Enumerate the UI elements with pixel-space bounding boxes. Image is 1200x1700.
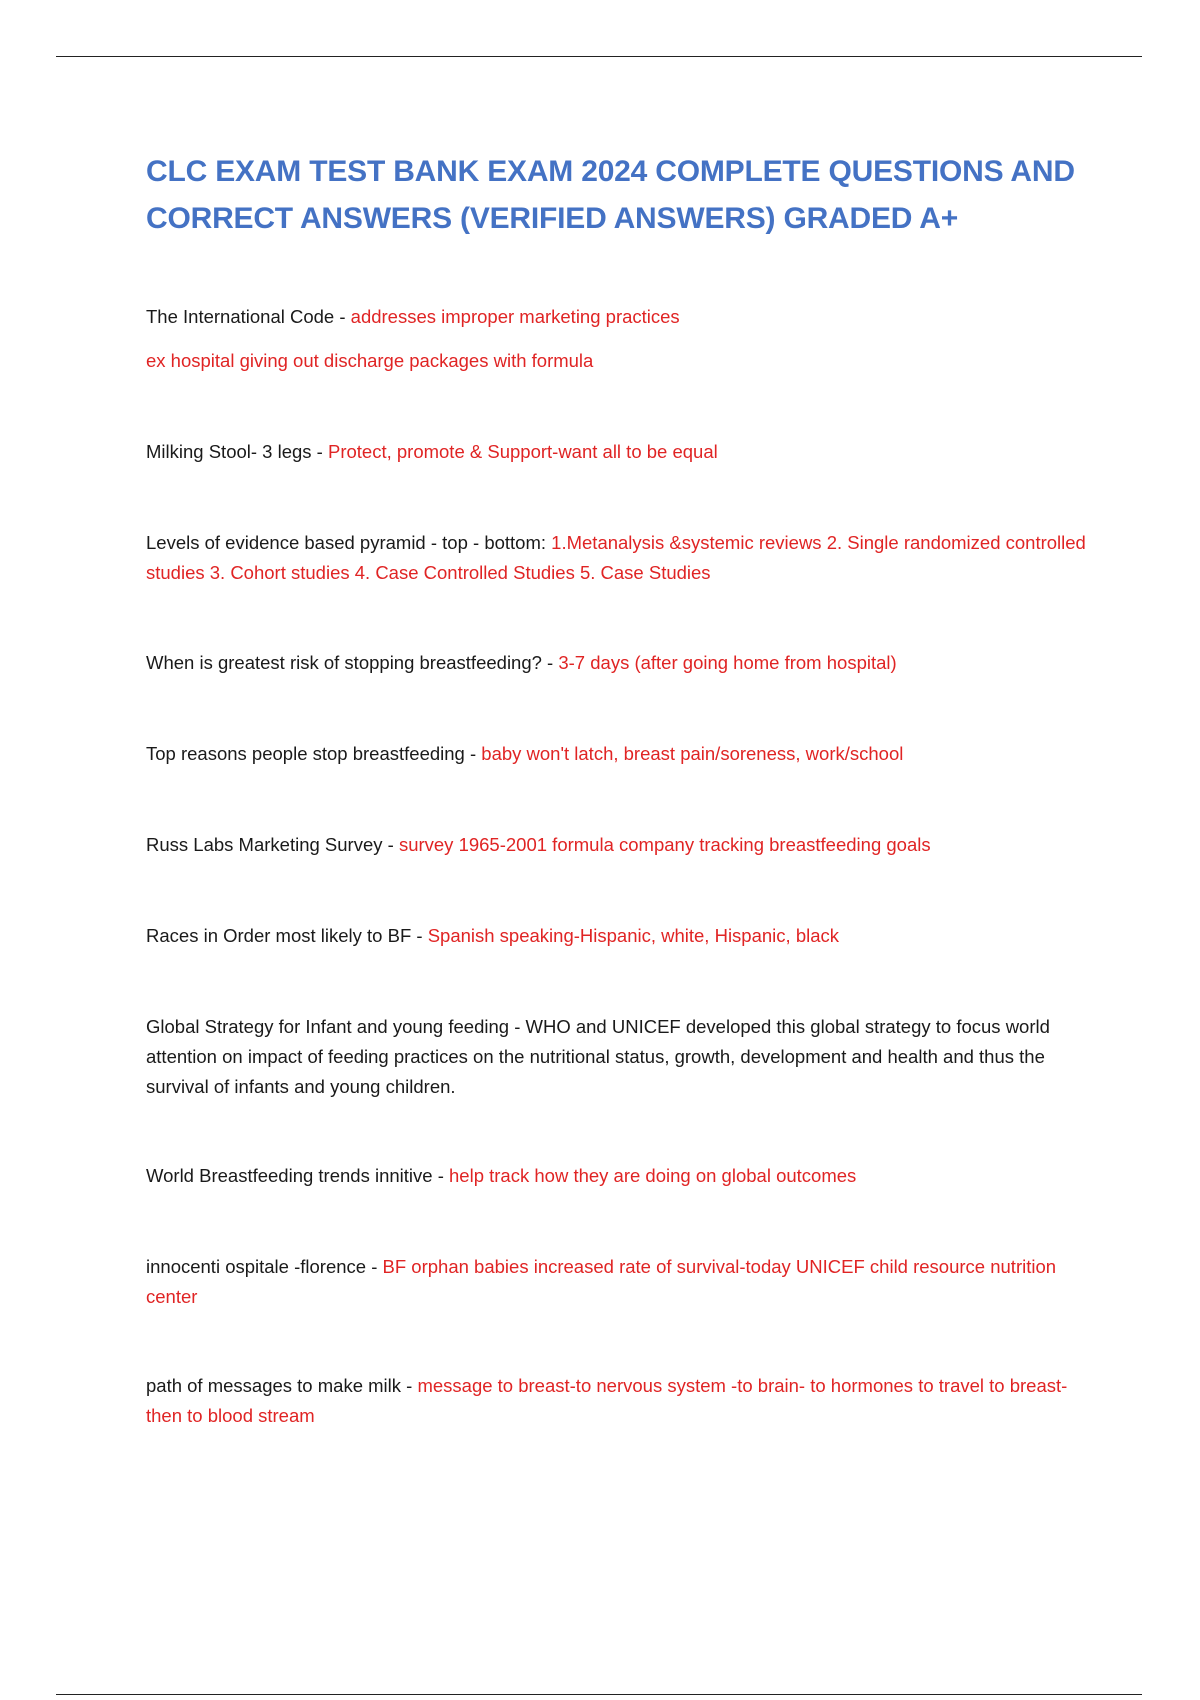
qa-term: Russ Labs Marketing Survey - <box>146 834 399 855</box>
qa-item-global-strategy <box>146 1012 1086 1102</box>
qa-item-russ-labs <box>146 830 1086 860</box>
qa-answer: BF orphan babies increased rate of survival-today UNICEF child resource nutrition center <box>146 1256 1057 1307</box>
qa-item-milking-stool <box>146 437 1086 467</box>
qa-answer: addresses improper marketing practices <box>350 306 680 327</box>
qa-term: Races in Order most likely to BF - <box>146 925 428 946</box>
qa-answer: Spanish speaking-Hispanic, white, Hispanic, black <box>427 925 840 946</box>
qa-item-races-order <box>146 921 1086 951</box>
qa-answer: Protect, promote & Support-want all to be equal <box>327 441 718 462</box>
qa-term: Top reasons people stop breastfeeding - <box>146 743 482 764</box>
qa-answer: baby won't latch, breast pain/soreness, work/school <box>481 743 904 764</box>
qa-term: Global Strategy for Infant and young feeding - WHO and UNICEF developed this global strategy to focus world attention on impact of feeding practices on the nutritional status, growth, development and health and thus the survival of infants and young children. <box>146 1016 1050 1097</box>
qa-answer: 1.Metanalysis &systemic reviews 2. Single randomized controlled studies 3. Cohort studies 4. Case Controlled Studies 5. Case Studies <box>146 532 1086 583</box>
qa-item-top-reasons <box>146 739 1086 769</box>
qa-term: World Breastfeeding trends innitive - <box>146 1165 450 1186</box>
qa-extra-line: ex hospital giving out discharge packages with formula <box>146 350 594 371</box>
qa-answer: 3-7 days (after going home from hospital) <box>558 652 897 673</box>
qa-term: Milking Stool- 3 legs - <box>146 441 328 462</box>
qa-item-innocenti <box>146 1252 1086 1312</box>
qa-term: The International Code - <box>146 306 351 327</box>
qa-item-world-trends <box>146 1161 1086 1191</box>
qa-term: path of messages to make milk - <box>146 1375 418 1396</box>
qa-answer: message to breast-to nervous system -to brain- to hormones to travel to breast- then to blood stream <box>146 1375 1068 1426</box>
qa-term: Levels of evidence based pyramid - top - bottom: <box>146 532 552 553</box>
qa-answer: help track how they are doing on global outcomes <box>449 1165 857 1186</box>
document-title: CLC EXAM TEST BANK EXAM 2024 COMPLETE QUESTIONS AND CORRECT ANSWERS (VERIFIED ANSWERS) GRADED A+ <box>146 155 1075 235</box>
qa-term: When is greatest risk of stopping breastfeeding? - <box>146 652 559 673</box>
qa-answer: survey 1965-2001 formula company tracking breastfeeding goals <box>398 834 931 855</box>
qa-item-greatest-risk <box>146 648 1086 678</box>
qa-term: innocenti ospitale -florence - <box>146 1256 383 1277</box>
qa-item-international-code <box>146 302 1086 332</box>
qa-item-evidence-pyramid <box>146 528 1086 588</box>
bottom-rule <box>56 1694 1142 1695</box>
qa-item-path-of-messages <box>146 1371 1086 1431</box>
top-rule <box>56 56 1142 57</box>
